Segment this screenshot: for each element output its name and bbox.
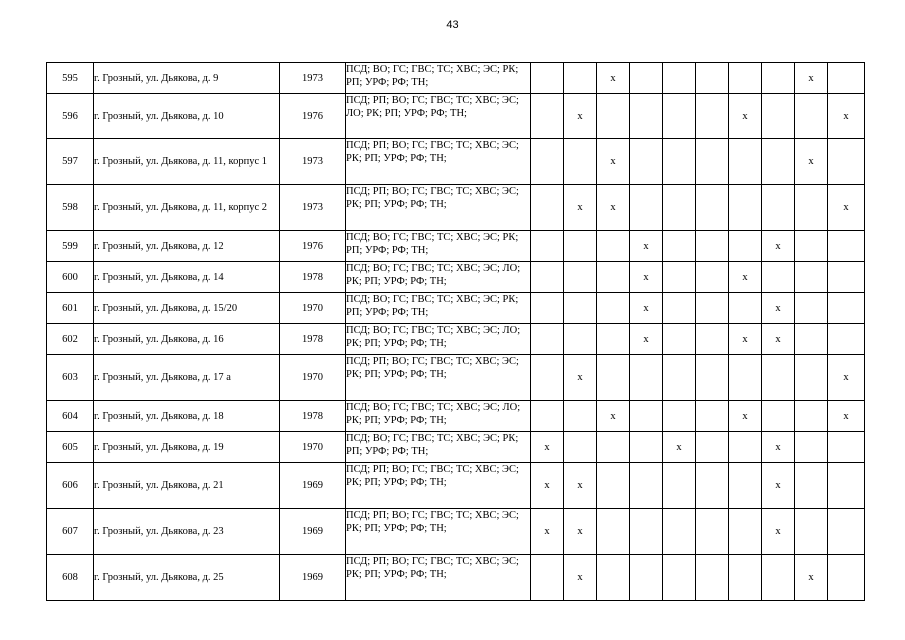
work-mark-cell <box>564 324 597 355</box>
work-mark-cell <box>663 94 696 139</box>
work-mark-cell: x <box>729 324 762 355</box>
utilities-list: ПСД; ВО; ГС; ГВС; ТС; ХВС; ЭС; ЛО; РК; РП; УРФ; РФ; ТН; <box>346 401 531 432</box>
work-mark-cell: x <box>531 463 564 509</box>
work-mark-cell <box>762 185 795 231</box>
work-mark-cell <box>531 94 564 139</box>
work-mark-cell: x <box>597 139 630 185</box>
construction-year: 1970 <box>280 355 346 401</box>
work-mark-cell <box>663 555 696 601</box>
construction-year: 1973 <box>280 139 346 185</box>
table-row <box>47 324 865 355</box>
work-mark-cell <box>564 293 597 324</box>
work-mark-cell: x <box>564 509 597 555</box>
work-mark-cell <box>828 139 865 185</box>
row-number: 596 <box>47 94 94 139</box>
work-mark-cell <box>762 262 795 293</box>
row-number: 600 <box>47 262 94 293</box>
row-number: 608 <box>47 555 94 601</box>
utilities-list: ПСД; РП; ВО; ГС; ГВС; ТС; ХВС; ЭС; ЛО; РК; РП; УРФ; РФ; ТН; <box>346 94 531 139</box>
work-mark-cell <box>597 509 630 555</box>
work-mark-cell <box>795 463 828 509</box>
row-number: 605 <box>47 432 94 463</box>
work-mark-cell <box>663 262 696 293</box>
work-mark-cell <box>663 63 696 94</box>
row-number: 601 <box>47 293 94 324</box>
work-mark-cell <box>564 432 597 463</box>
building-address: г. Грозный, ул. Дьякова, д. 25 <box>94 555 280 601</box>
work-mark-cell <box>696 401 729 432</box>
row-number: 597 <box>47 139 94 185</box>
work-mark-cell <box>729 231 762 262</box>
work-mark-cell <box>762 355 795 401</box>
work-mark-cell <box>564 262 597 293</box>
work-mark-cell <box>696 63 729 94</box>
work-mark-cell <box>729 355 762 401</box>
work-mark-cell: x <box>762 324 795 355</box>
work-mark-cell <box>630 94 663 139</box>
work-mark-cell <box>795 231 828 262</box>
utilities-list: ПСД; ВО; ГС; ГВС; ТС; ХВС; ЭС; РК; РП; УРФ; РФ; ТН; <box>346 231 531 262</box>
work-mark-cell <box>828 63 865 94</box>
work-mark-cell <box>729 139 762 185</box>
table-row <box>47 262 865 293</box>
building-address: г. Грозный, ул. Дьякова, д. 10 <box>94 94 280 139</box>
work-mark-cell <box>828 555 865 601</box>
building-address: г. Грозный, ул. Дьякова, д. 16 <box>94 324 280 355</box>
work-mark-cell <box>630 509 663 555</box>
work-mark-cell <box>828 231 865 262</box>
work-mark-cell <box>828 432 865 463</box>
utilities-list: ПСД; ВО; ГС; ГВС; ТС; ХВС; ЭС; ЛО; РК; РП; УРФ; РФ; ТН; <box>346 262 531 293</box>
row-number: 607 <box>47 509 94 555</box>
table-row <box>47 185 865 231</box>
work-mark-cell: x <box>729 94 762 139</box>
work-mark-cell <box>696 463 729 509</box>
row-number: 598 <box>47 185 94 231</box>
work-mark-cell: x <box>795 139 828 185</box>
construction-year: 1970 <box>280 293 346 324</box>
work-mark-cell: x <box>762 231 795 262</box>
work-mark-cell <box>828 324 865 355</box>
work-mark-cell <box>663 139 696 185</box>
work-mark-cell <box>828 293 865 324</box>
utilities-list: ПСД; РП; ВО; ГС; ГВС; ТС; ХВС; ЭС; РК; РП; УРФ; РФ; ТН; <box>346 185 531 231</box>
work-mark-cell: x <box>597 401 630 432</box>
work-mark-cell: x <box>564 94 597 139</box>
work-mark-cell <box>630 63 663 94</box>
work-mark-cell <box>762 401 795 432</box>
table-body <box>47 63 865 601</box>
utilities-list: ПСД; РП; ВО; ГС; ГВС; ТС; ХВС; ЭС; РК; РП; УРФ; РФ; ТН; <box>346 463 531 509</box>
work-mark-cell: x <box>762 509 795 555</box>
work-mark-cell <box>531 63 564 94</box>
building-address: г. Грозный, ул. Дьякова, д. 11, корпус 1 <box>94 139 280 185</box>
building-address: г. Грозный, ул. Дьякова, д. 17 а <box>94 355 280 401</box>
work-mark-cell <box>696 262 729 293</box>
work-mark-cell <box>531 355 564 401</box>
work-mark-cell <box>597 324 630 355</box>
work-mark-cell <box>795 355 828 401</box>
work-mark-cell <box>828 463 865 509</box>
work-mark-cell: x <box>531 432 564 463</box>
work-mark-cell <box>531 401 564 432</box>
work-mark-cell <box>597 293 630 324</box>
work-mark-cell <box>630 463 663 509</box>
work-mark-cell <box>564 63 597 94</box>
work-mark-cell <box>531 185 564 231</box>
utilities-list: ПСД; РП; ВО; ГС; ГВС; ТС; ХВС; ЭС; РК; РП; УРФ; РФ; ТН; <box>346 139 531 185</box>
work-mark-cell: x <box>630 262 663 293</box>
work-mark-cell <box>597 555 630 601</box>
work-mark-cell <box>696 509 729 555</box>
work-mark-cell: x <box>828 401 865 432</box>
table-row <box>47 139 865 185</box>
work-mark-cell <box>762 555 795 601</box>
work-mark-cell <box>564 139 597 185</box>
utilities-list: ПСД; ВО; ГС; ГВС; ТС; ХВС; ЭС; ЛО; РК; РП; УРФ; РФ; ТН; <box>346 324 531 355</box>
utilities-list: ПСД; РП; ВО; ГС; ГВС; ТС; ХВС; ЭС; РК; РП; УРФ; РФ; ТН; <box>346 509 531 555</box>
work-mark-cell <box>795 324 828 355</box>
table-row <box>47 432 865 463</box>
row-number: 602 <box>47 324 94 355</box>
work-mark-cell <box>663 185 696 231</box>
work-mark-cell <box>762 139 795 185</box>
construction-year: 1973 <box>280 185 346 231</box>
utilities-list: ПСД; ВО; ГС; ГВС; ТС; ХВС; ЭС; РК; РП; УРФ; РФ; ТН; <box>346 293 531 324</box>
construction-year: 1969 <box>280 463 346 509</box>
work-mark-cell <box>663 401 696 432</box>
work-mark-cell: x <box>564 463 597 509</box>
work-mark-cell <box>597 355 630 401</box>
work-mark-cell <box>663 355 696 401</box>
construction-year: 1970 <box>280 432 346 463</box>
table-row <box>47 509 865 555</box>
work-mark-cell <box>762 63 795 94</box>
work-mark-cell <box>630 139 663 185</box>
work-mark-cell: x <box>564 555 597 601</box>
work-mark-cell <box>597 432 630 463</box>
work-mark-cell: x <box>828 94 865 139</box>
work-mark-cell <box>795 293 828 324</box>
work-mark-cell <box>696 293 729 324</box>
building-address: г. Грозный, ул. Дьякова, д. 15/20 <box>94 293 280 324</box>
table-row <box>47 401 865 432</box>
work-mark-cell <box>795 509 828 555</box>
work-mark-cell <box>663 509 696 555</box>
table-row <box>47 463 865 509</box>
work-mark-cell: x <box>531 509 564 555</box>
building-registry-table <box>46 62 865 601</box>
construction-year: 1978 <box>280 324 346 355</box>
work-mark-cell <box>696 231 729 262</box>
work-mark-cell <box>663 293 696 324</box>
work-mark-cell: x <box>828 355 865 401</box>
work-mark-cell: x <box>762 463 795 509</box>
building-address: г. Грозный, ул. Дьякова, д. 11, корпус 2 <box>94 185 280 231</box>
building-address: г. Грозный, ул. Дьякова, д. 12 <box>94 231 280 262</box>
construction-year: 1978 <box>280 262 346 293</box>
work-mark-cell <box>795 432 828 463</box>
work-mark-cell <box>795 401 828 432</box>
table-row <box>47 555 865 601</box>
utilities-list: ПСД; ВО; ГС; ГВС; ТС; ХВС; ЭС; РК; РП; УРФ; РФ; ТН; <box>346 63 531 94</box>
work-mark-cell <box>630 185 663 231</box>
work-mark-cell: x <box>630 293 663 324</box>
work-mark-cell <box>597 463 630 509</box>
table-row <box>47 63 865 94</box>
row-number: 604 <box>47 401 94 432</box>
table-row <box>47 355 865 401</box>
work-mark-cell: x <box>762 293 795 324</box>
work-mark-cell <box>795 185 828 231</box>
construction-year: 1976 <box>280 94 346 139</box>
work-mark-cell <box>696 555 729 601</box>
work-mark-cell <box>564 231 597 262</box>
table-row <box>47 293 865 324</box>
table-row <box>47 231 865 262</box>
work-mark-cell: x <box>630 231 663 262</box>
work-mark-cell: x <box>597 185 630 231</box>
work-mark-cell <box>696 185 729 231</box>
building-address: г. Грозный, ул. Дьякова, д. 21 <box>94 463 280 509</box>
work-mark-cell <box>795 94 828 139</box>
work-mark-cell <box>663 324 696 355</box>
work-mark-cell <box>696 432 729 463</box>
work-mark-cell <box>696 355 729 401</box>
building-address: г. Грозный, ул. Дьякова, д. 14 <box>94 262 280 293</box>
building-address: г. Грозный, ул. Дьякова, д. 19 <box>94 432 280 463</box>
construction-year: 1969 <box>280 555 346 601</box>
work-mark-cell <box>729 185 762 231</box>
work-mark-cell <box>630 555 663 601</box>
work-mark-cell: x <box>597 63 630 94</box>
work-mark-cell <box>531 555 564 601</box>
work-mark-cell <box>729 555 762 601</box>
work-mark-cell: x <box>564 185 597 231</box>
row-number: 595 <box>47 63 94 94</box>
work-mark-cell <box>729 509 762 555</box>
work-mark-cell: x <box>795 555 828 601</box>
work-mark-cell: x <box>729 401 762 432</box>
table-row <box>47 94 865 139</box>
utilities-list: ПСД; РП; ВО; ГС; ГВС; ТС; ХВС; ЭС; РК; РП; УРФ; РФ; ТН; <box>346 555 531 601</box>
building-address: г. Грозный, ул. Дьякова, д. 18 <box>94 401 280 432</box>
work-mark-cell <box>531 262 564 293</box>
work-mark-cell <box>729 63 762 94</box>
construction-year: 1969 <box>280 509 346 555</box>
work-mark-cell: x <box>630 324 663 355</box>
work-mark-cell <box>531 231 564 262</box>
building-address: г. Грозный, ул. Дьякова, д. 23 <box>94 509 280 555</box>
work-mark-cell <box>564 401 597 432</box>
work-mark-cell <box>663 463 696 509</box>
row-number: 599 <box>47 231 94 262</box>
work-mark-cell: x <box>762 432 795 463</box>
work-mark-cell <box>696 324 729 355</box>
construction-year: 1976 <box>280 231 346 262</box>
work-mark-cell: x <box>663 432 696 463</box>
work-mark-cell <box>696 139 729 185</box>
row-number: 606 <box>47 463 94 509</box>
construction-year: 1973 <box>280 63 346 94</box>
work-mark-cell <box>795 262 828 293</box>
row-number: 603 <box>47 355 94 401</box>
work-mark-cell <box>729 463 762 509</box>
utilities-list: ПСД; ВО; ГС; ГВС; ТС; ХВС; ЭС; РК; РП; УРФ; РФ; ТН; <box>346 432 531 463</box>
work-mark-cell: x <box>564 355 597 401</box>
page-number: 43 <box>446 19 459 31</box>
work-mark-cell <box>762 94 795 139</box>
construction-year: 1978 <box>280 401 346 432</box>
work-mark-cell <box>729 293 762 324</box>
work-mark-cell <box>828 262 865 293</box>
work-mark-cell <box>729 432 762 463</box>
work-mark-cell <box>663 231 696 262</box>
work-mark-cell <box>531 139 564 185</box>
building-address: г. Грозный, ул. Дьякова, д. 9 <box>94 63 280 94</box>
work-mark-cell <box>630 432 663 463</box>
work-mark-cell <box>597 262 630 293</box>
work-mark-cell: x <box>828 185 865 231</box>
work-mark-cell <box>597 231 630 262</box>
work-mark-cell <box>630 401 663 432</box>
work-mark-cell <box>531 293 564 324</box>
work-mark-cell <box>597 94 630 139</box>
work-mark-cell <box>630 355 663 401</box>
work-mark-cell <box>531 324 564 355</box>
utilities-list: ПСД; РП; ВО; ГС; ГВС; ТС; ХВС; ЭС; РК; РП; УРФ; РФ; ТН; <box>346 355 531 401</box>
work-mark-cell <box>828 509 865 555</box>
work-mark-cell: x <box>795 63 828 94</box>
work-mark-cell: x <box>729 262 762 293</box>
work-mark-cell <box>696 94 729 139</box>
